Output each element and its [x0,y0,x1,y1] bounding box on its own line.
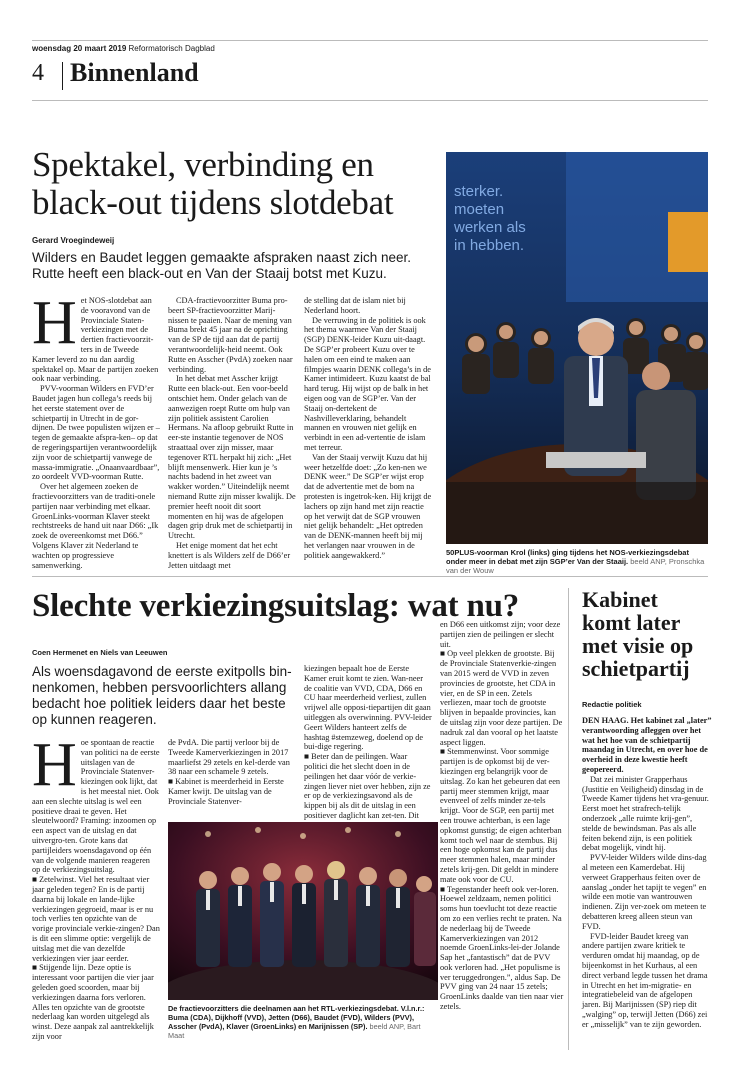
article1-dropcap: H [32,289,77,357]
article1-column-1 [32,289,160,570]
article2-col3-p2: ■ Beter dan de peilingen. Waar politici die het slecht doen in de peilingen het daar vóór de verkie-zingen liever niet over hebben, zijn ze er op de verkiezingsavond als de kippen bij als dit de uitslag in een positiever daglicht kan zet-ten. Dit [304,752,431,820]
sidebar-lead: DEN HAAG. Het kabinet zal „later” verantwoording afleggen over het wat het hoe van de schietpartij maandag in Utrecht, en over hoe de overheid in deze kwestie heeft geopereerd. [582,716,712,774]
article2-intro: Als woensdagavond de eerste exitpolls bin-nenkomen, hebben persvoorlichters allang bedacht hoe politiek leiders daar het beste op kunnen reageren. [32,664,292,727]
article1-photo-caption [446,548,708,575]
leaders-photo-image [168,822,438,1000]
page-number: 4 [32,60,44,86]
debate-photo-image [446,152,708,544]
sidebar-p1: Dat zei minister Grapperhaus (Justitie en Veiligheid) dinsdag in de Tweede Kamer tijdens het vra-genuur. Eerst moet het strafrech-telijk onderzoek „alle ruimte krij-gen”, stelde de bewindsman. Pas als alle feiten bekend zijn, is een politiek debat mogelijk, vindt hij. [582,774,709,853]
article1-col2-p2: In het debat met Asscher krijgt Rutte een black-out. Een voor-beeld ontschiet hem. Onder gelach van de aanwezigen roept Rutte om hulp van zijn politiek assistent Carolien Hermans. Na afloop gebruikt Rutte in eer-ste instantie tegenover de NOS straattaal over zijn misser, maar tegenover RTL herpakt hij zich: „Het blijft mensenwerk. Hier kun je ’s nachts badend in het zweet van wakker worden.” Uiteindelijk neemt niemand Rutte zijn misser kwalijk. De premier heeft nooit dit soort momenten en hij was de afgelopen dagen grip druk met de schietpartij in Utrecht. [168,374,296,541]
article1-photo [446,152,708,544]
article2-col4-p1: en D66 een uitkomst zijn; voor deze partijen zien de peilingen er slecht uit. [440,620,561,649]
article2-photo-credit: beeld ANP, Bart Maat [168,1022,421,1040]
newspaper-name: Reformatorisch Dagblad [128,44,215,53]
article1-col3-p1: de stelling dat de islam niet bij Nederland hoort. [304,296,406,315]
article2-col1-p3: ■ Stijgende lijn. Deze optie is interessant voor partijen die vier jaar geleden goed scoorden, maar bij verkiezingen daarna fors verloren. Alles ten opzichte van de grootste nederlaag kan worden uitgelegd als winst. Deze aanpak zal aantrekkelijk zijn voor [32,963,154,1041]
header-rule [32,100,708,101]
article2-photo-caption [168,1004,438,1040]
article1-byline: Gerard Vroegindeweij [32,236,115,245]
article1-col1-p3: Over het algemeen zoeken de fractievoorzitters van de traditi-onele partijen naar verbinding met elkaar. GroenLinks-voorman Klaver steekt rechtstreeks de hand uit naar D66: „Ik zoek de overeenkomst met D66.” Volgens Klaver zit Nederland te wachten op progressieve samenwerking. [32,482,159,570]
article2-col2-p1: de PvdA. Die partij verloor bij de Tweede Kamerverkiezingen in 2017 maarliefst 29 zetels en kel-derde van 38 naar een schamele 9 zetels. [168,738,290,777]
top-rule [32,40,708,41]
article2-col4-p3: ■ Stemmenwinst. Voor sommige partijen is de opkomst bij de ver-kiezingen erg belangrijk voor de uitslag. Zo kan het gebeuren dat een partij meer stemmen krijgt, maar evenveel of zelfs minder ze-tels krijgt. Voor de SGP, een partij met een trouwe achterban, is een lage opkomst gunstig; de eigen achterban komt toch wel naar de stembus. Bij een hoge opkomst kan de partij dus meer stemmen halen, maar minder zetels krij-gen. Dit geldt in mindere mate ook voor de CU. [440,747,562,884]
article1-col3-p2: De verruwing in de politiek is ook het thema waarmee Van der Staaij (SGP) DENK-leider Kuzu uit-daagt. De SGP’er probeert Kuzu over te halen om een eind te maken aan filmpjes waarin DENK collega’s in de Kamer intimideert. Kuzu kaatst de bal hard terug. Hij wijst op de balk in het eigen oog van de SGP’er. Van der Staaij on-dertekent de Nashvilleverklaring, behandelt mannen en vrouwen niet gelijk en verbindt in een ad-vertentie de islam met terreur. [304,315,431,452]
article2-column-3 [304,664,432,831]
article2-col4-p4: ■ Tegenstander heeft ook ver-loren. Hoewel zeldzaam, nemen politici soms hun toevlucht tot deze reactie om zo een verlies recht te praten. Na de nederlaag bij de Tweede Kamerverkiezingen van 2012 noemde GroenLinks-lei-der Jolande Sap het „fantastisch” dat de PVV ook verloren had. „Het populisme is ver teruggedrongen.”, aldus Sap. De PVV ging van 24 naar 15 zetels; GroenLinks daalde van tien naar vier zetels. [440,884,564,1012]
article1-col2-p1: CDA-fractievoorzitter Buma pro-beert SP-fractievoorzitter Marij-nissen te paaien. Naar de mening van Buma brekt 45 jaar na de oprichting van de SP de tijd aan dat de partij verantwoordelijk-heid neemt. Ook Rutte en Asscher (PvdA) zoeken naar verbinding. [168,296,293,374]
article-divider [32,576,708,577]
article1-column-3 [304,296,432,561]
article1-col1-p1: et NOS-slotdebat aan de vooravond van de Provinciale Staten-verkiezingen met de dertien fractievoorzit-ters in de Tweede Kamer leverd zo nu dan aardig spektakel op. Maar de partijen zoeken ook naar verbinding. [32,296,159,384]
article2-column-4 [440,620,564,1012]
article2-col1-p1: oe spontaan de reactie van politici na de eerste uitslagen van de Provinciale Statenver-kiezingen ook lijkt, dat is het meestal niet. Ook aan een slechte uitslag is wel een positieve draai te geven. Het sleutelwoord? Framing: inzoomen op een aspect van de uitslag en dat uitvergro-ten. Grote kans dat partijleiders woensdagavond op één van de volgende manieren reageren op de verkiezingsuitslag. [32,738,160,875]
article1-photo-credit: beeld ANP, Pronschka van der Wouw [446,557,705,575]
article1-intro: Wilders en Baudet leggen gemaakte afspraken naast zich neer. Rutte heeft een black-out en Van der Staaij botst met Kuzu. [32,250,411,281]
masthead-line [32,44,215,53]
issue-date: woensdag 20 maart 2019 [32,44,127,53]
article1-headline: Spektakel, verbinding en black-out tijdens slotdebat [32,145,394,222]
article1-col1-p2: PVV-voorman Wilders en FVD’er Baudet jagen hun collega’s reeds bij het eerste statement over de schietpartij in Utrecht in de gor-dijnen. De twee populisten wijzen er –tegen de gemaakte afspra-ken– op dat de regeringspartijen verantwoordelijk zijn voor de schietpartij vanwege de massa-immigratie. „Onaanvaardbaar”, zo oordeelt VVD-voorman Rutte. [32,384,160,482]
sidebar-headline: Kabinet komt later met visie op schietpartij [582,587,694,681]
screen-text: sterker. moeten werken als in hebben. [454,183,526,254]
article2-column-1 [32,731,160,1042]
sidebar-p2: PVV-leider Wilders wilde dins-dag al meteen een Kamerdebat. Hij verweet Grapperhaus feiten over de aanslag „onder het tapijt te vegen” en wilde een motie van wantrouwen indienen. Zijn ver-zoek om meteen te debatteren kreeg alleen steun van FVD. [582,853,707,931]
article2-col2-p2: ■ Kabinet is meerderheid in Eerste Kamer kwijt. De uitslag van de Provinciale Statenver- [168,777,284,806]
sidebar-body [582,716,712,1030]
section-title: Binnenland [70,58,199,87]
article1-column-2 [168,296,296,570]
article2-col4-p2: ■ Op veel plekken de grootste. Bij de Provinciale Statenverkie-zingen van 2015 werd de VVD in zeven provincies de grootste, het CDA in vier, en de SP in een. Zetels verliezen, maar toch de grootste blijven in bepaalde provincies, kan de uitslag zijn voor deze partijen. De nadruk zal dan vooral op het laatste aspect liggen. [440,649,563,747]
section-divider [62,62,63,90]
article2-byline: Coen Hermenet en Niels van Leeuwen [32,648,168,657]
article2-dropcap: H [32,731,77,799]
article1-caption-text: 50PLUS-voorman Krol (links) ging tijdens het NOS-verkiezingsdebat onder meer in debat met zijn SGP’er Van der Staaij. [446,548,689,566]
sidebar-divider [568,588,569,1050]
article2-column-2 [168,738,296,807]
article2-col3-p1: kiezingen bepaalt hoe de Eerste Kamer eruit komt te zien. Wan-neer de coalitie van VVD, CDA, D66 en CU haar meerderheid verliest, zullen vrijwel alle opposi-tiepartijen dit gaan uitleggen als overwinning. PVV-leider Geert Wilders hanteert zelfs de hashtag #stemzeweg, doelend op de bui-dige regering. [304,664,432,752]
article2-photo [168,822,438,1000]
article1-col3-p3: Van der Staaij verwijt Kuzu dat hij weer hetzelfde doet: „Zo ken-nen we DENK weer.” De SGP’er wijst erop dat de advertentie met de bom na protesten is ingetrok-ken. Hij krijgt de lachers op zijn hand met zijn reactie op het verwijt dat de SGP vrouwen niet gelijk behandelt: „Het optreden van de DENK-mannen heeft bij mij het verlangen naar vrouwen in de politiek aangewakkerd.” [304,452,432,560]
article1-col2-p3: Het enige moment dat het echt knettert is als Wilders zelf de D66’er Jetten uitdaagt met [168,540,291,570]
article2-col1-p2: ■ Zetelwinst. Viel het resultaat vier jaar geleden tegen? En is de partij daarna bij lokale en lande-lijke verkiezingen gegroeid, maar is er nu toch verlies ten opzichte van de vorige provinciale verkie-zingen? Dan is dit een slimme optie: vergelijk de uitslag met die van dezelfde verkiezingen vier jaar eerder. [32,875,160,963]
sidebar-p3: FVD-leider Baudet kreeg van andere partijen zware kritiek te verduren omdat hij maandag, op de bijeenkomst in het Kurhaus, al een direct verband legde tussen het drama in Utrecht en het im-migratie- en integratiebeleid van de afgelopen jaren. Bij Marijnissen (SP) riep dit „walging” op, terwijl Jetten (D66) zei er „misselijk” van te zijn geworden. [582,931,708,1029]
article2-headline: Slechte verkiezingsuitslag: wat nu? [32,588,520,624]
article2-caption-text: De fractievoorzitters die deelnamen aan het RTL-verkiezingsdebat. V.l.n.r.: Buma (CDA), Dijkhoff (VVD), Jetten (D66), Baudet (FVD), Wilders (PVV), Asscher (PvdA), Klaver (GroenLinks) en Marijnissen (SP). [168,1004,425,1031]
sidebar-byline: Redactie politiek [582,700,642,709]
